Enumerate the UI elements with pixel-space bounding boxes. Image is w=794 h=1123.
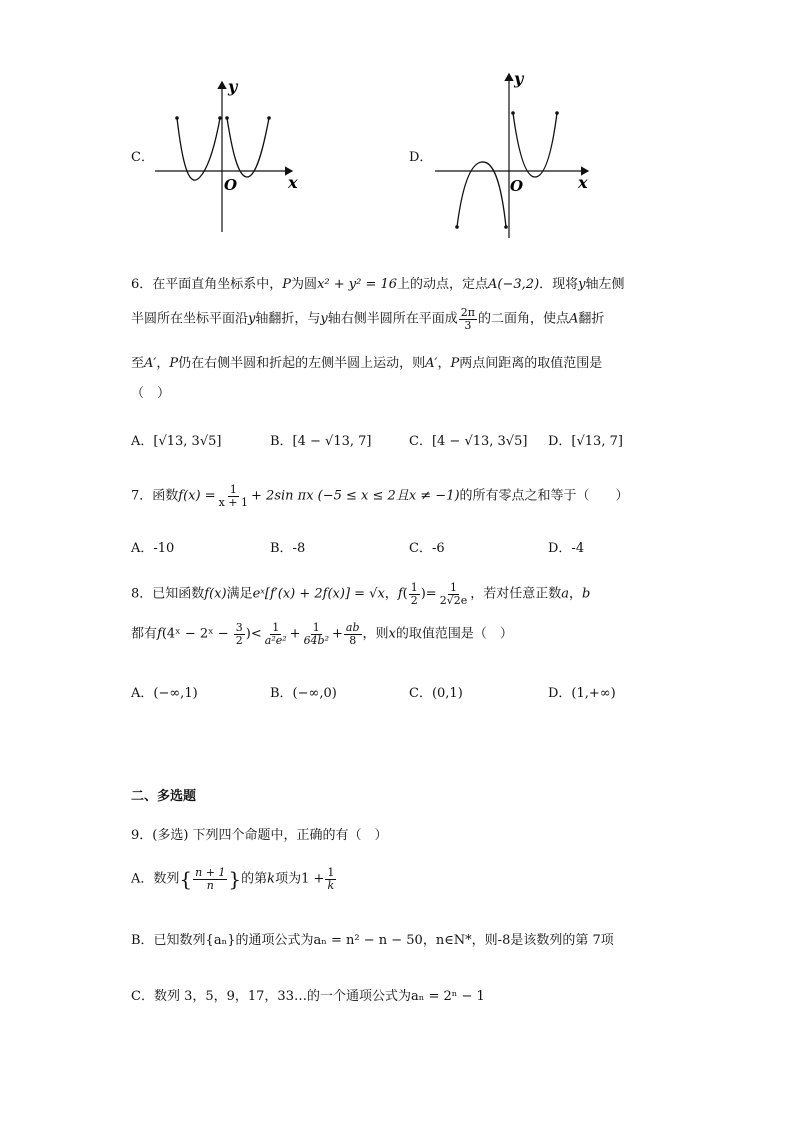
q6-line-3: 至A′，P仍在右侧半圆和折起的左侧半圆上运动，则A′，P两点间距离的取值范围是 bbox=[131, 356, 603, 371]
q6-angle-fraction: $\frac{2\pi}{3}$ bbox=[460, 306, 475, 332]
graph-c bbox=[150, 70, 310, 240]
q8-option-a[interactable]: A．(−∞,1) bbox=[131, 686, 198, 701]
q6-option-c[interactable]: C．[4 − √13, 3√5] bbox=[409, 434, 528, 449]
q8-option-b[interactable]: B．(−∞,0) bbox=[270, 686, 337, 701]
graph-c-origin: O bbox=[224, 176, 238, 194]
option-c-label: C． bbox=[131, 150, 154, 165]
q7-options bbox=[131, 537, 687, 556]
graph-c-x-label: x bbox=[288, 173, 298, 192]
q7-stem: 7．函数f(x) = $\frac{1}{x + 1}$ + 2sin πx (−5 ≤ x ≤ 2且x ≠ −1)的所有零点之和等于（ ） bbox=[131, 483, 629, 509]
q7-option-b[interactable]: B．-8 bbox=[270, 541, 306, 556]
q9-option-a[interactable]: A．数列{ $\frac{n + 1}{n}$ }的第k项为1 + $\frac{1}{k}$ bbox=[131, 866, 335, 892]
graph-c-y-label: y bbox=[228, 77, 238, 96]
q7-fraction: $\frac{1}{x + 1}$ bbox=[218, 483, 249, 509]
q6-options bbox=[131, 430, 687, 449]
q9-option-c[interactable]: C．数列 3，5，9，17，33…的一个通项公式为aₙ = 2ⁿ − 1 bbox=[131, 989, 485, 1004]
graph-d bbox=[430, 70, 600, 242]
q6-line-1: 6．在平面直角坐标系中，P为圆x² + y² = 16上的动点，定点A(−3,2)．现将y轴左侧 bbox=[131, 277, 625, 292]
graph-d-left-curve bbox=[457, 162, 506, 227]
q9-option-b[interactable]: B．已知数列{aₙ}的通项公式为aₙ = n² − n − 50，n∈N*，则-8是该数列的第 7项 bbox=[131, 933, 614, 948]
q9-stem: 9．(多选) 下列四个命题中，正确的有（ ） bbox=[131, 828, 388, 843]
q6-line-2: 半圆所在坐标平面沿y轴翻折，与y轴右侧半圆所在平面成 $\frac{2\pi}{3}$ 的二面角，使点A翻折 bbox=[131, 306, 605, 332]
option-d-label: D． bbox=[409, 150, 433, 165]
q8-option-d[interactable]: D．(1,+∞) bbox=[548, 686, 616, 701]
q8-options bbox=[131, 682, 687, 701]
q6-option-b[interactable]: B．[4 − √13, 7] bbox=[270, 434, 372, 449]
q7-option-a[interactable]: A．-10 bbox=[131, 541, 175, 556]
q7-option-d[interactable]: D．-4 bbox=[548, 541, 585, 556]
q8-line-1: 8．已知函数f(x)满足eˣ[f′(x) + 2f(x)] = √x，f( $\frac{1}{2}$ )= $\frac{1}{2√2e}$ ，若对任意正数a，b bbox=[131, 581, 591, 607]
graph-d-right-curve bbox=[513, 113, 557, 177]
q7-option-c[interactable]: C．-6 bbox=[409, 541, 445, 556]
graph-d-origin: O bbox=[510, 177, 524, 195]
graph-c-right-curve bbox=[227, 118, 269, 177]
q6-option-a[interactable]: A．[√13, 3√5] bbox=[131, 434, 222, 449]
q6-option-d[interactable]: D．[√13, 7] bbox=[548, 434, 623, 449]
graph-d-y-label: y bbox=[514, 70, 524, 88]
q8-line-2: 都有f(4ˣ − 2ˣ − $\frac{3}{2}$ )< $\frac{1}{\text{a²e²}}$ + $\frac{1}{\text{64b²}}$ + $\frac{ab}{8}$ ，则x的取值范围是（ ） bbox=[131, 621, 513, 647]
section-title-multi-choice: 二、多选题 bbox=[131, 789, 197, 804]
graph-d-x-label: x bbox=[578, 173, 588, 192]
q6-answer-paren: （ ） bbox=[131, 386, 171, 401]
q8-option-c[interactable]: C．(0,1) bbox=[409, 686, 463, 701]
